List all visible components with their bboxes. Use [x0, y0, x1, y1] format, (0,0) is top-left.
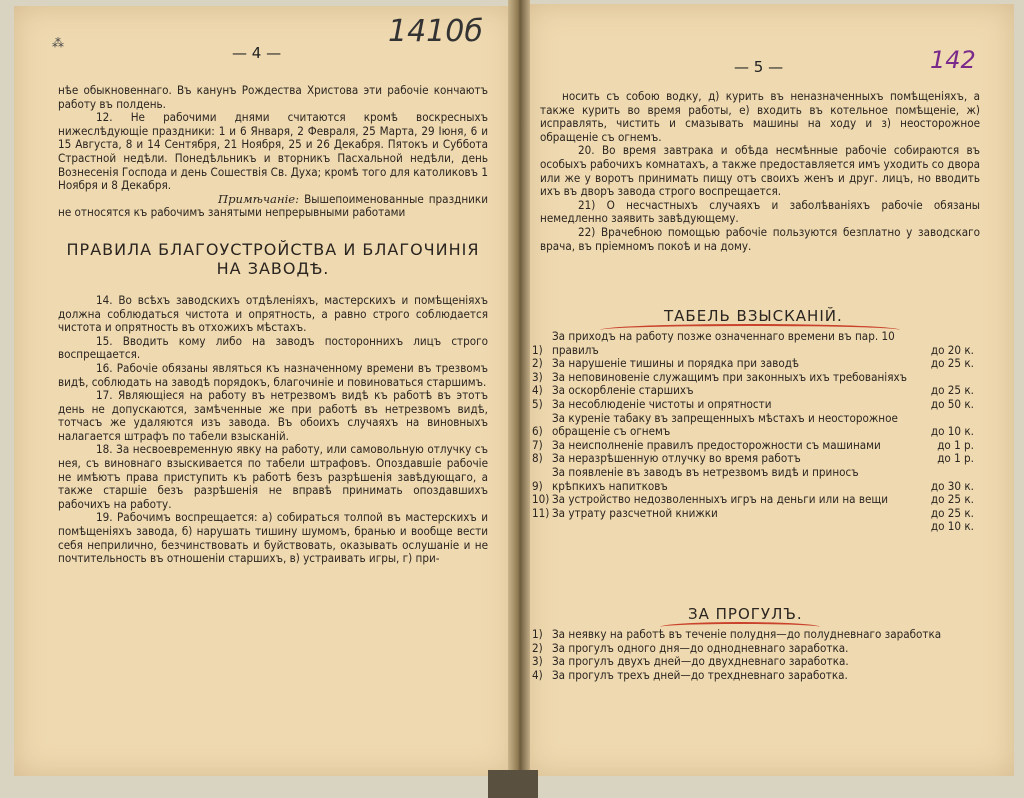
- fine-amount: до 25 к.: [930, 492, 974, 507]
- absence-number: 4): [532, 667, 543, 682]
- left-text-column: [58, 84, 488, 566]
- fine-number: 10): [532, 492, 550, 507]
- right-handwritten-number: 142: [930, 46, 976, 74]
- fine-number: 6): [532, 424, 543, 439]
- intro-paragraph: нѣе обыкновеннаго. Въ канунъ Рождества Христова эти рабочіе кончаютъ работу въ полдень.: [58, 83, 488, 111]
- fine-number: 1): [532, 342, 543, 357]
- absence-row: [532, 628, 972, 642]
- fine-amount: до 10 к.: [930, 424, 974, 439]
- fines-list: [532, 330, 974, 534]
- fine-row: [532, 384, 974, 398]
- fine-number: 11): [532, 505, 550, 520]
- fine-text: За несоблюденіе чистоты и опрятности: [552, 396, 772, 411]
- fine-amount: до 20 к.: [930, 342, 974, 357]
- paragraph-21: 21) О несчастныхъ случаяхъ и заболѣваніяхъ рабочіе обязаны немедленно заявить завѣдующему.: [540, 197, 980, 226]
- fines-table-title: ТАБЕЛЬ ВЗЫСКАНІЙ.: [664, 307, 843, 325]
- fine-number: 3): [532, 369, 543, 384]
- absence-number: 1): [532, 627, 543, 641]
- fine-row: [532, 330, 974, 357]
- spine-band: [488, 770, 538, 798]
- fine-text: За приходъ на работу позже означеннаго времени въ пар. 10 правилъ: [552, 329, 895, 357]
- fine-amount: до 1 р.: [937, 451, 974, 466]
- paragraph-18: 18. За несвоевременную явку на работу, или самовольную отлучку съ нея, съ виновнаго взыскивается по табели штрафовъ. Опоздавшіе рабочіе не имѣютъ права приступить къ работѣ безъ разрѣшенія завѣдующаго, а также старшіе безъ разрѣшенія не вправѣ принимать опоздавшихъ рабочихъ на работу.: [58, 442, 488, 511]
- book-spine: [508, 0, 530, 798]
- corner-mark: ⁂: [52, 36, 64, 50]
- fine-text: За появленіе въ заводъ въ нетрезвомъ видѣ и приносъ крѣпкихъ напитковъ: [552, 464, 859, 493]
- absence-text: За неявку на работѣ въ теченіе полудня—до полудневнаго заработка: [552, 627, 942, 641]
- absence-number: 2): [532, 640, 543, 655]
- fine-amount: до 25 к.: [930, 356, 974, 371]
- rules-heading: [58, 240, 488, 278]
- rules-heading-line1: ПРАВИЛА БЛАГОУСТРОЙСТВА И БЛАГОЧИНІЯ: [66, 239, 480, 259]
- left-handwritten-number: 1410б: [388, 14, 483, 49]
- fine-amount: до 25 к.: [930, 505, 974, 520]
- fine-row: [532, 357, 974, 371]
- rules-heading-line2: НА ЗАВОДѢ.: [216, 258, 330, 278]
- fine-row: [532, 439, 974, 453]
- fine-number: 2): [532, 356, 543, 371]
- fine-row: [532, 398, 974, 412]
- continuation-paragraph: носить съ собою водку, д) курить въ неназначенныхъ помѣщеніяхъ, а также курить во время работы, е) входить въ котельное помѣщеніе, ж) исправлять, чистить и смазывать машины на ходу и з) неосторожное обращеніе съ огнемъ.: [540, 89, 980, 144]
- fine-row: [532, 371, 974, 385]
- absence-number: 3): [532, 654, 543, 669]
- fine-number: 9): [532, 478, 543, 493]
- paragraph-15: 15. Вводить кому либо на заводъ постороннихъ лицъ строго воспрещается.: [58, 333, 488, 362]
- absence-row: [532, 655, 972, 669]
- fine-text: За оскорбленіе старшихъ: [552, 383, 694, 398]
- fine-text: За неисполненіе правилъ предосторожности съ машинами: [552, 437, 881, 452]
- fine-number: 8): [532, 451, 543, 466]
- fine-extra-amount: до 10 к.: [930, 519, 974, 534]
- paragraph-20: 20. Во время завтрака и обѣда несмѣнные рабочіе собираются въ особыхъ рабочихъ комнатахъ, а также предоставляется имъ уходить со двора или же у воротъ принимать пищу отъ своихъ женъ и друг. лицъ, но вводить ихъ въ дворъ завода строго воспрещается.: [540, 143, 980, 199]
- fine-text: За неразрѣшенную отлучку во время работъ: [552, 451, 801, 466]
- fine-extra-row: [532, 520, 974, 534]
- fine-row: [532, 452, 974, 466]
- fine-text: За устройство недозволенныхъ игръ на деньги или на вещи: [552, 492, 889, 507]
- fine-row: [532, 412, 974, 439]
- absence-list: [532, 628, 972, 682]
- fine-row: [532, 493, 974, 507]
- fine-text: За куреніе табаку въ запрещенныхъ мѣстахъ и неосторожное обращеніе съ огнемъ: [552, 410, 898, 439]
- right-page-number: — 5 —: [734, 58, 784, 76]
- paragraph-16: 16. Рабочіе обязаны являться къ назначенному времени въ трезвомъ видѣ, соблюдать на заводѣ порядокъ, благочиніе и повиноваться старшимъ.: [58, 360, 488, 389]
- right-text-column: [540, 90, 980, 253]
- paragraph-14: 14. Во всѣхъ заводскихъ отдѣленіяхъ, мастерскихъ и помѣщеніяхъ должна соблюдаться чистота и опрятность, а равно строго соблюдается чистота и опрятность въ отхожихъ мѣстахъ.: [58, 292, 488, 335]
- left-page-number: — 4 —: [232, 44, 282, 62]
- absence-text: За прогулъ трехъ дней—до трехдневнаго заработка.: [552, 667, 848, 682]
- note-paragraph: [58, 193, 488, 220]
- paragraph-17: 17. Являющіеся на работу въ нетрезвомъ видѣ къ работѣ въ этотъ день не допускаются, замѣченные же при работѣ въ нетрезвомъ видѣ, тотчасъ же удаляются изъ завода. Въ обоихъ случаяхъ на виновныхъ налагается штрафъ по табели взысканій.: [58, 388, 488, 443]
- fine-amount: до 25 к.: [930, 383, 974, 398]
- paragraph-19: 19. Рабочимъ воспрещается: а) собираться толпой въ мастерскихъ и помѣщеніяхъ завода, б) нарушать тишину шумомъ, бранью и вообще вести себя неприлично, безчинствовать и буйствовать, оказывать ослушаніе и не почтительность въ отношеніи старшихъ, в) устраивать игры, г) при-: [58, 510, 488, 566]
- absence-text: За прогулъ двухъ дней—до двухдневнаго заработка.: [552, 654, 849, 669]
- note-text: Вышепоименованные праздники не относятся къ рабочимъ занятыми непрерывными работами: [58, 191, 489, 220]
- paragraph-12: 12. Не рабочими днями считаются кромѣ воскресныхъ нижеслѣдующіе праздники: 1 и 6 Января, 2 Февраля, 25 Марта, 29 Іюня, 6 и 15 Августа, 8 и 14 Сентября, 21 Ноября, 25 и 26 Декабря. Пятокъ и Суббота Страстной недѣли. Понедѣльникъ и вторникъ Пасхальной недѣли, день Вознесенія Господа и день Сошествія Св. Духа; кромѣ того для католиковъ 1 Ноября и 8 Декабря.: [58, 110, 488, 193]
- absence-row: [532, 669, 972, 683]
- fine-text: За утрату разсчетной книжки: [552, 505, 718, 520]
- fine-row: [532, 507, 974, 521]
- absence-row: [532, 642, 972, 656]
- absence-title: ЗА ПРОГУЛЪ.: [688, 605, 803, 623]
- fine-amount: до 1 р.: [937, 437, 974, 452]
- note-label: Примѣчаніе:: [218, 191, 300, 206]
- fine-text: За неповиновеніе служащимъ при законныхъ ихъ требованіяхъ: [552, 369, 908, 384]
- absence-text: За прогулъ одного дня—до однодневнаго заработка.: [552, 640, 849, 655]
- fine-text: За нарушеніе тишины и порядка при заводѣ: [552, 356, 799, 371]
- paragraph-22: 22) Врачебною помощью рабочіе пользуются безплатно у заводскаго врача, въ пріемномъ покоѣ и на дому.: [540, 224, 980, 253]
- fine-number: 5): [532, 396, 543, 411]
- fine-number: 4): [532, 383, 543, 398]
- fine-number: 7): [532, 437, 543, 452]
- fine-row: [532, 466, 974, 493]
- fine-amount: до 50 к.: [930, 396, 974, 411]
- fine-amount: до 30 к.: [930, 478, 974, 493]
